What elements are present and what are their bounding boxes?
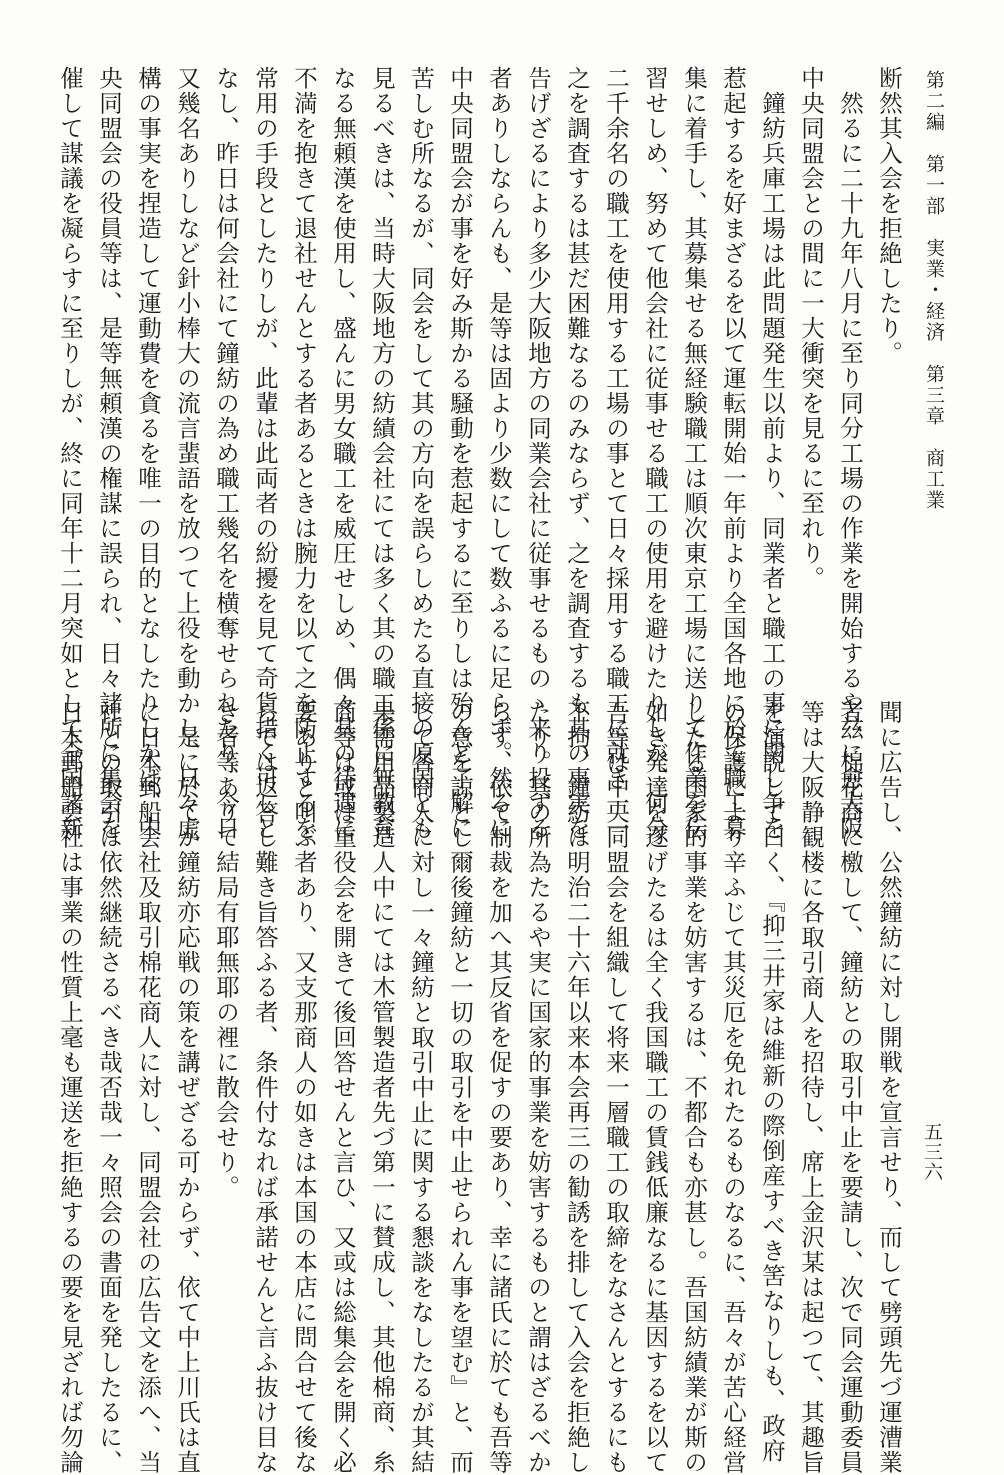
text-column: 又幾名ありしなど針小棒大の流言蜚語を放つて上役を動かし、日々虚: [173, 66, 201, 841]
text-column: 集に着手し、其募集せる無経験職工は順次東京工場に送りて作業を伝: [680, 66, 708, 841]
text-column: なる無頼漢を使用し、盛んに男女職工を威圧せしめ、偶々其の待遇に: [329, 66, 357, 841]
text-column: 習せしめ、努めて他会社に従事せる職工の使用を避けたりしが、何分: [641, 66, 669, 841]
text-column: 央同盟会の役員等は、是等無頼漢の権謀に誤られ、日々諸所に集会を: [95, 66, 123, 841]
text-column: 二千余名の職工を使用する工場の事とて日々採用する職工に就き一一: [602, 66, 630, 841]
text-column: たり。其の所為たるや実に国家的事業を妨害するものと謂はざるべか: [524, 700, 552, 1475]
text-column: 如き発達を遂げたるは全く我国職工の賃銭低廉なるに基因するを以て: [641, 700, 669, 1475]
text-column: 然るに二十九年八月に至り同分工場の作業を開始するや玆に愈大阪: [836, 66, 864, 841]
text-column: 聞に広告し、公然鐘紡に対し開戦を宣言せり、而して劈頭先づ運漕業: [875, 700, 903, 1475]
text-column: 果需用品製造人中にては木管製造者先づ第一に賛成し、其他棉商、糸: [368, 700, 396, 1475]
text-column: らず、依て制裁を加へ其反省を促すの要あり、幸に諸氏に於ても吾等: [485, 700, 513, 1475]
text-column: らでは返答し難き旨答ふる者、条件付なれば承諾せんと言ふ抜け目な: [251, 700, 279, 1475]
text-column: の保護により辛ふじて其災厄を免れたるものなるに、吾々が苦心経営: [719, 700, 747, 1475]
text-column: 中央同盟会が事を好み斯かる騒動を惹起するに至りしは殆んど了解に: [446, 66, 474, 841]
page-number: 五三六: [921, 1122, 943, 1182]
text-column: 構の事実を捏造して運動費を貪るを唯一の目的となしたりしかば、中: [134, 66, 162, 841]
text-column: 吾等は中央同盟会を組織して将来一層職工の取締をなさんとするにも: [602, 700, 630, 1475]
text-column: 社との取引は依然継続さるべき哉否哉一々照会の書面を発したるに、: [95, 700, 123, 1475]
text-column: 者ありしならんも、是等は固より少数にして数ふるに足らず。然るに: [485, 66, 513, 841]
text-column: 告げざるにより多少大阪地方の同業会社に従事せるものゝ来り投ずる: [524, 66, 552, 841]
text-column: 惹起するを好まざるを以て運転開始一年前より全国各地に於て職工募: [719, 66, 747, 841]
text-column: き者等ありて結局有耶無耶の裡に散会せり。: [212, 700, 240, 1200]
text-column: したる国家的事業を妨害するは、不都合も亦甚し。吾国紡績業が斯の: [680, 700, 708, 1475]
text-column: に日本郵船会社及取引棉花商人に対し、同盟会社の広告文を添へ、当: [134, 700, 162, 1475]
text-column: 中央同盟会との間に一大衝突を見るに至れり。: [797, 66, 825, 591]
text-column: して各商人に対し一々鐘紡と取引中止に関する懇談をなしたるが其結: [407, 700, 435, 1475]
text-column: の意を諒とし爾後鐘紡と一切の取引を中止せられん事を望む』と、而: [446, 700, 474, 1475]
text-column: 等は大阪静観楼に各取引商人を招待し、席上金沢某は起つて、其趣旨: [797, 700, 825, 1475]
text-column: 見るべきは、当時大阪地方の紡績会社にては多く其の職工係に無教育: [368, 66, 396, 841]
text-column: 断然其入会を拒絶したり。: [875, 66, 903, 366]
text-column: 催して謀議を凝らすに至りしが、終に同年十二月突如として全国諸新: [56, 66, 84, 841]
text-column: 之を調査するは甚だ困難なるのみならず、之を調査するも其の事実を: [563, 66, 591, 841]
text-column: 苦しむ所なるが、同会をして其の方向を誤らしめたる直接の原因とも: [407, 66, 435, 841]
text-column: 日本郵船会社は事業の性質上毫も運送を拒絶するの要を見ざれば勿論: [56, 700, 84, 1475]
text-column: 不拘、鐘紡は明治二十六年以来本会再三の勧誘を排して入会を拒絶し: [563, 700, 591, 1475]
text-column: を演説して曰く、『抑三井家は維新の際倒産すべき筈なりしも、政府: [758, 700, 786, 1464]
text-column: 常用の手段としたりしが、此輩は此両者の紛擾を見て奇貨措く可しと: [251, 66, 279, 841]
text-column: 是に於てか鐘紡亦応戦の策を講ぜざる可からず、依て中上川氏は直: [173, 700, 201, 1475]
text-column: 鐘紡兵庫工場は此問題発生以前より、同業者と職工の事に関し争を: [758, 66, 786, 841]
text-column: 商等は或は重役会を開きて後回答せんと言ひ、又或は総集会を開く必: [329, 700, 357, 1475]
text-column: なし、昨日は何会社にて鐘紡の為め職工幾名を横奪せられたり、今日: [212, 66, 240, 841]
text-column: 不満を抱きて退社せんとする者あるときは腕力を以て之を防止するを: [290, 66, 318, 841]
text-column: 者、棉花商に檄して、鐘紡との取引中止を要請し、次で同会運動委員: [836, 700, 864, 1475]
running-header: 第二編 第一部 実業・経済 第三章 商工業: [923, 70, 945, 511]
text-column: 要ありと叫ぶ者あり、又支那商人の如きは本国の本店に問合せて後な: [290, 700, 318, 1475]
